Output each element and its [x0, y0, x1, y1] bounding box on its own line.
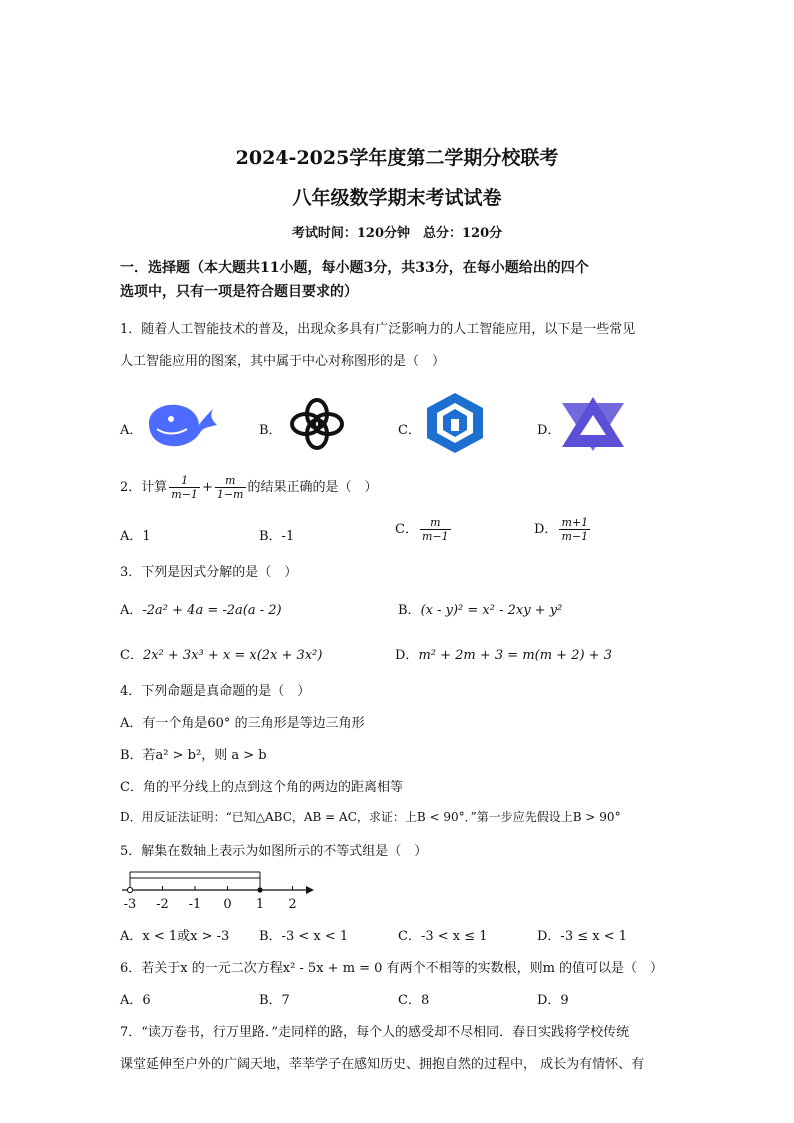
q3-option-d-label: D．: [395, 648, 419, 663]
number-line-figure: [118, 864, 318, 912]
q2-frac2-numerator: m: [215, 474, 246, 488]
q6-stem: 6．若关于x 的一元二次方程x² - 5x + m = 0 有两个不相等的实数根，则m 的值可以是（ ）: [120, 961, 664, 976]
q7-stem-line1: 7．“读万卷书，行万里路．”走同样的路，每个人的感受却不尽相同．春日实践将学校传统: [120, 1025, 630, 1040]
q1-option-b-label: B．: [259, 423, 282, 438]
q5-option-d: D．-3 ≤ x < 1: [537, 929, 628, 944]
q2-stem: [120, 474, 378, 501]
star-triangle-logo-icon: [558, 393, 628, 453]
q2-option-c-numerator: m: [420, 516, 451, 530]
q2-option-d: [534, 516, 592, 543]
q3-option-b-expr: (x - y)² = x² - 2xy + y²: [420, 603, 563, 618]
q2-option-a: A．1: [120, 529, 151, 544]
q2-option-d-denominator: m−1: [561, 530, 589, 543]
q3-option-b: [398, 599, 562, 618]
q3-option-d: [395, 644, 612, 663]
number-line-tick-label: -2: [156, 897, 169, 912]
q3-option-c-expr: 2x² + 3x³ + x = x(2x + 3x²): [142, 648, 323, 663]
number-line-tick-label: -1: [188, 897, 202, 912]
q6-option-a: A．6: [120, 993, 151, 1008]
cube-logo-icon: [423, 391, 487, 455]
q2-option-b: B．-1: [259, 529, 295, 544]
q5-stem: 5．解集在数轴上表示为如图所示的不等式组是（ ）: [120, 844, 428, 859]
q1-option-d-label: D．: [537, 423, 561, 438]
q2-option-c-label: C．: [395, 522, 418, 537]
q2-stem-pre: 2．计算: [120, 480, 168, 495]
q2-option-c: [395, 516, 453, 543]
number-line-tick-label: 2: [288, 897, 297, 912]
q4-stem: 4．下列命题是真命题的是（ ）: [120, 684, 311, 699]
q2-option-d-numerator: m+1: [561, 516, 589, 529]
exam-info: 考试时间：120分钟 总分：120分: [291, 226, 503, 241]
q2-plus: +: [201, 480, 213, 495]
q1-option-a-label: A．: [120, 423, 143, 438]
q7-stem-line2: 课堂延伸至户外的广阔天地，莘莘学子在感知历史、拥抱自然的过程中， 成长为有情怀、有: [120, 1057, 645, 1072]
q2-fraction-1: [169, 474, 200, 501]
q2-fraction-2: [215, 474, 246, 501]
q5-option-b: B．-3 < x < 1: [259, 929, 349, 944]
whale-logo-icon: [143, 395, 221, 451]
q6-option-c: C．8: [398, 993, 430, 1008]
number-line-tick-label: 1: [255, 897, 265, 912]
number-line-closed-point: [257, 887, 262, 892]
q5-option-a: A．x < 1或x > -3: [120, 929, 230, 944]
q3-option-a-label: A．: [120, 603, 143, 618]
number-line-arrow: [306, 886, 314, 894]
section-heading-line2: 选项中，只有一项是符合题目要求的）: [120, 284, 358, 300]
q5-option-c: C．-3 < x ≤ 1: [398, 929, 488, 944]
exam-title-line2: 八年级数学期末考试试卷: [292, 187, 502, 209]
exam-title-line1: 2024-2025学年度第二学期分校联考: [235, 147, 559, 169]
q2-stem-post: 的结果正确的是（ ）: [247, 480, 378, 495]
q2-frac1-denominator: m−1: [171, 488, 198, 501]
q4-option-b: B．若a² > b²，则 a > b: [120, 748, 267, 763]
q2-frac2-denominator: 1−m: [216, 488, 244, 501]
q6-option-b: B．7: [259, 993, 290, 1008]
number-line-tick-label: -3: [123, 897, 137, 912]
q4-option-a: A．有一个角是60° 的三角形是等边三角形: [120, 716, 365, 731]
q3-stem: 3．下列是因式分解的是（ ）: [120, 565, 298, 580]
knot-logo-icon: [284, 394, 350, 454]
number-line-tick-label: 0: [223, 897, 232, 912]
q3-option-b-label: B．: [398, 603, 421, 618]
q3-option-c-label: C．: [120, 648, 143, 663]
q4-option-c: C．角的平分线上的点到这个角的两边的距离相等: [120, 780, 403, 795]
q2-frac1-numerator: 1: [169, 474, 200, 488]
number-line-open-point: [127, 887, 132, 892]
q3-option-a-expr: -2a² + 4a = -2a(a - 2): [142, 603, 282, 618]
section-heading-line1: 一．选择题（本大题共11小题，每小题3分，共33分，在每小题给出的四个: [120, 260, 589, 276]
q2-option-c-denominator: m−1: [421, 530, 449, 543]
q4-option-d: D．用反证法证明：“已知△ABC，AB = AC，求证：上B < 90°．”第一步应先假设上B > 90°: [120, 810, 621, 824]
q2-option-d-label: D．: [534, 522, 558, 537]
q3-option-a: [120, 599, 282, 618]
q3-option-c: [120, 644, 322, 663]
q1-option-c-label: C．: [398, 423, 421, 438]
q3-option-d-expr: m² + 2m + 3 = m(m + 2) + 3: [418, 648, 612, 663]
q2-option-c-fraction: [420, 516, 451, 543]
q6-option-d: D．9: [537, 993, 569, 1008]
q1-stem-line1: 1．随着人工智能技术的普及，出现众多具有广泛影响力的人工智能应用，以下是一些常见: [120, 322, 636, 337]
q2-option-d-fraction: [559, 516, 590, 543]
q1-stem-line2: 人工智能应用的图案，其中属于中心对称图形的是（ ）: [120, 354, 446, 369]
